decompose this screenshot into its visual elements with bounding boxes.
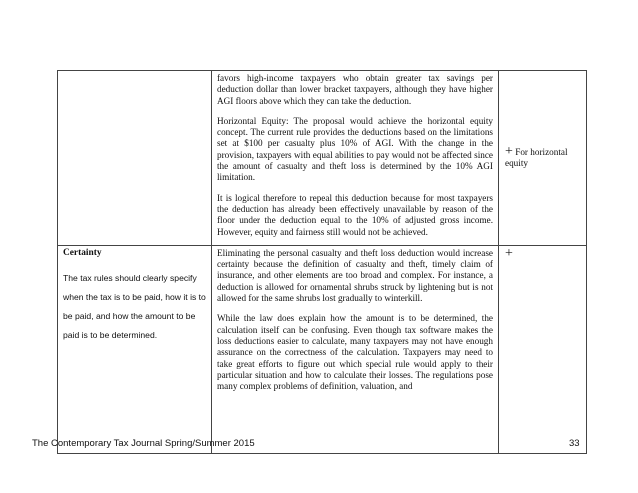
table-row — [58, 245, 587, 453]
footer-journal-title: The Contemporary Tax Journal Spring/Summer 2015 — [32, 438, 255, 449]
analysis-paragraph: Horizontal Equity: The proposal would achieve the horizontal equity concept. The current rule provides the deductions based on the limitations set at $100 per casualty plus 10% of AGI. With the change in the provision, taxpayers with equal abilities to pay would not be affected since the amount of casualty and theft loss is determined by the 10% AGI limitation. — [217, 115, 493, 183]
rating-cell — [499, 71, 587, 246]
analysis-paragraph: It is logical therefore to repeal this deduction because for most taxpayers the deduction has already been effectively unavailable by reason of the floor under the deduction equal to the 10% of adjusted gross income. However, equity and fairness still would not be achieved. — [217, 192, 493, 237]
rating-cell — [499, 245, 587, 453]
analysis-paragraph: While the law does explain how the amount is to be determined, the calculation itself can be confusing. Even though tax software makes the loss deductions easier to calculate, many taxpayers may not have enough assurance on the correctness of the calculation. Taxpayers may need to take great efforts to figure out which special rule would apply to their particular situation and how to calculate their losses. The regulations pose many complex problems of definition, valuation, and — [217, 313, 493, 392]
analysis-paragraph: favors high-income taxpayers who obtain greater tax savings per deduction dollar than lower bracket taxpayers, although they have higher AGI floors above which they can take the deduction. — [217, 73, 493, 106]
rating-text: For horizontal equity — [505, 146, 568, 168]
analysis-cell — [212, 245, 499, 453]
criterion-cell — [58, 245, 212, 453]
analysis-table — [57, 70, 587, 454]
criterion-title: Certainty — [63, 247, 102, 258]
table-row — [58, 71, 587, 246]
criterion-description: The tax rules should clearly specify when the tax is to be paid, how it is to be paid, and how the amount to be paid is to be determined. — [63, 273, 206, 341]
analysis-cell — [212, 71, 499, 246]
page-number: 33 — [569, 438, 580, 449]
rating-symbol: + — [505, 143, 513, 159]
criterion-cell — [58, 71, 212, 246]
analysis-paragraph: Eliminating the personal casualty and theft loss deduction would increase certainty because the definition of casualty and theft, timely claim of insurance, and other elements are too broad and complex. For instance, a deduction is allowed for ornamental shrubs struck by lightening but is not allowed for the same shrubs lost gradually to winterkill. — [217, 247, 493, 304]
rating-symbol: + — [505, 245, 513, 261]
